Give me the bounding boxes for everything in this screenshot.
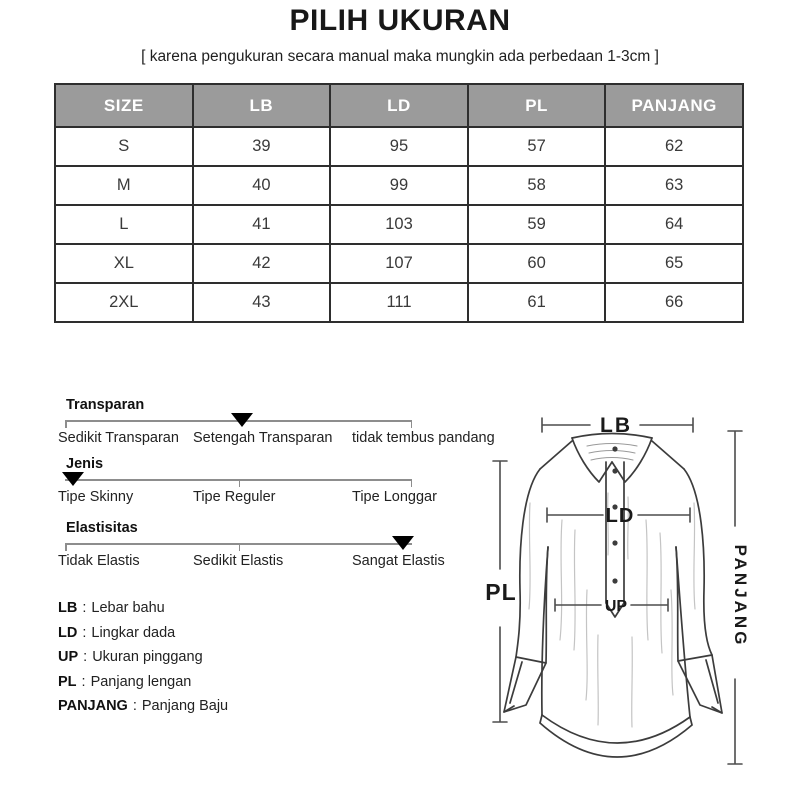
cell-pl: 59 bbox=[468, 205, 606, 244]
scale-label-low: Sedikit Transparan bbox=[58, 430, 179, 446]
scale-tick bbox=[65, 543, 67, 551]
scale-transparency-title: Transparan bbox=[66, 397, 145, 413]
scale-label-mid: Sedikit Elastis bbox=[193, 553, 284, 569]
cell-ld: 103 bbox=[330, 205, 468, 244]
scale-elasticity-axis bbox=[65, 543, 412, 545]
table-row-s bbox=[55, 127, 743, 166]
shoulder-measure-label: LB bbox=[600, 414, 632, 437]
cell-panjang: 63 bbox=[605, 166, 743, 205]
scale-label-mid: Tipe Reguler bbox=[193, 489, 276, 505]
cell-size: M bbox=[55, 166, 193, 205]
scale-elasticity-title: Elastisitas bbox=[66, 520, 138, 536]
triangle-marker-icon bbox=[392, 536, 414, 550]
scale-tick bbox=[239, 479, 241, 487]
cell-lb: 42 bbox=[193, 244, 331, 283]
scale-label-low: Tidak Elastis bbox=[58, 553, 140, 569]
cell-size: L bbox=[55, 205, 193, 244]
waist-measure-label: UP bbox=[604, 598, 628, 615]
cell-pl: 61 bbox=[468, 283, 606, 322]
cell-lb: 41 bbox=[193, 205, 331, 244]
legend-item-pl: PL : Panjang lengan bbox=[58, 673, 192, 690]
cell-panjang: 64 bbox=[605, 205, 743, 244]
scale-fit-type bbox=[0, 456, 480, 516]
cell-size: XL bbox=[55, 244, 193, 283]
cell-ld: 99 bbox=[330, 166, 468, 205]
scale-transparency-axis bbox=[65, 420, 412, 422]
legend-item-lb: LB : Lebar bahu bbox=[58, 600, 165, 616]
triangle-marker-icon bbox=[62, 472, 84, 486]
scale-label-low: Tipe Skinny bbox=[58, 489, 134, 505]
legend-item-ld: LD : Lingkar dada bbox=[58, 624, 176, 641]
table-row-xl bbox=[55, 244, 743, 283]
scale-label-mid: Setengah Transparan bbox=[193, 430, 333, 446]
cell-pl: 58 bbox=[468, 166, 606, 205]
col-header-panjang: PANJANG bbox=[605, 84, 743, 127]
cell-pl: 60 bbox=[468, 244, 606, 283]
scale-tick bbox=[239, 543, 241, 551]
sleeve-right-outer bbox=[684, 469, 712, 655]
scale-fit-type-axis bbox=[65, 479, 412, 481]
col-header-lb: LB bbox=[193, 84, 331, 127]
cell-pl: 57 bbox=[468, 127, 606, 166]
scale-tick bbox=[411, 479, 413, 487]
col-header-size: SIZE bbox=[55, 84, 193, 127]
scale-label-high: Sangat Elastis bbox=[352, 553, 445, 569]
cell-ld: 95 bbox=[330, 127, 468, 166]
back-yoke-lines bbox=[587, 444, 637, 461]
table-row-2xl bbox=[55, 283, 743, 322]
table-row-l bbox=[55, 205, 743, 244]
cell-panjang: 66 bbox=[605, 283, 743, 322]
cell-ld: 111 bbox=[330, 283, 468, 322]
scale-label-high: tidak tembus pandang bbox=[352, 430, 495, 446]
sleeve-left-outer bbox=[516, 469, 540, 657]
scale-elasticity bbox=[0, 520, 480, 580]
scale-tick bbox=[65, 420, 67, 428]
cell-lb: 43 bbox=[193, 283, 331, 322]
table-row-m bbox=[55, 166, 743, 205]
scale-tick bbox=[411, 420, 413, 428]
legend-item-panjang: PANJANG : Panjang Baju bbox=[58, 698, 229, 714]
chest-measure-label: LD bbox=[605, 505, 635, 527]
triangle-marker-icon bbox=[231, 413, 253, 427]
sleeve-measure-label: PL bbox=[485, 579, 517, 605]
page-subtitle: [ karena pengukuran secara manual maka mungkin ada perbedaan 1-3cm ] bbox=[141, 48, 659, 65]
hem-upper bbox=[542, 715, 690, 743]
size-table bbox=[54, 83, 744, 323]
shoulder-right bbox=[652, 441, 684, 469]
cell-panjang: 65 bbox=[605, 244, 743, 283]
cell-panjang: 62 bbox=[605, 127, 743, 166]
scale-label-high: Tipe Longgar bbox=[352, 489, 437, 505]
shirt-diagram bbox=[460, 385, 800, 800]
size-table-header-row bbox=[55, 84, 743, 127]
scale-transparency bbox=[0, 397, 495, 457]
shoulder-left bbox=[540, 441, 572, 469]
cell-ld: 107 bbox=[330, 244, 468, 283]
col-header-ld: LD bbox=[330, 84, 468, 127]
cell-lb: 39 bbox=[193, 127, 331, 166]
col-header-pl: PL bbox=[468, 84, 606, 127]
scale-fit-type-title: Jenis bbox=[66, 456, 104, 472]
length-measure-label: PANJANG bbox=[731, 544, 750, 648]
hem-lower bbox=[540, 715, 692, 757]
page-title: PILIH UKURAN bbox=[289, 4, 511, 37]
cell-size: S bbox=[55, 127, 193, 166]
legend-item-up: UP : Ukuran pinggang bbox=[58, 649, 203, 665]
cell-size: 2XL bbox=[55, 283, 193, 322]
cell-lb: 40 bbox=[193, 166, 331, 205]
abbreviation-legend bbox=[58, 600, 438, 723]
